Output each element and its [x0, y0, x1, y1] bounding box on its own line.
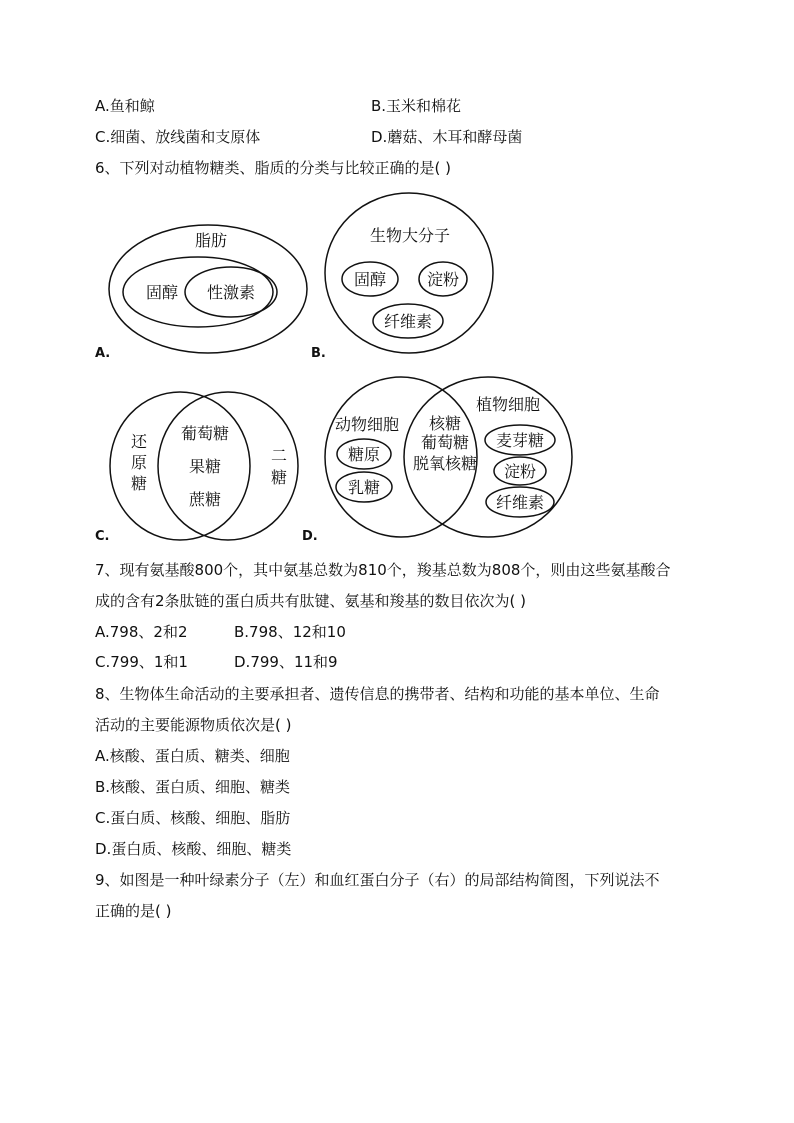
fig-b-label: B. — [311, 346, 326, 361]
fig-d-center-2: 葡萄糖 — [420, 433, 470, 452]
fig-d-label: D. — [302, 529, 318, 544]
fig-a-inner-label: 性激素 — [206, 283, 256, 302]
fig-c-right-char-2: 糖 — [270, 468, 288, 487]
q8-stem-line1: 8、生物体生命活动的主要承担者、遗传信息的携带者、结构和功能的基本单位、生命 — [95, 685, 660, 703]
q8-stem-line2: 活动的主要能源物质依次是( ) — [95, 716, 292, 734]
q7-stem-line1: 7、现有氨基酸800个，其中氨基总数为810个，羧基总数为808个，则由这些氨基酸合 — [95, 561, 671, 579]
fig-b-item1: 固醇 — [353, 270, 387, 289]
q7-option-c: C.799、1和1 — [95, 653, 188, 671]
fig-c-left-char-2: 原 — [130, 453, 148, 472]
fig-a-outer-label: 脂肪 — [194, 231, 228, 250]
fig-a-middle-label: 固醇 — [145, 283, 179, 302]
fig-c-left-char-1: 还 — [130, 432, 148, 451]
fig-b-item2: 淀粉 — [426, 270, 460, 289]
fig-c-center-2: 果糖 — [188, 457, 222, 476]
fig-d-center-3: 脱氧核糖 — [412, 454, 478, 473]
q9-stem-line2: 正确的是( ) — [95, 902, 172, 920]
fig-d-left-item2: 乳糖 — [347, 478, 381, 497]
fig-c-label: C. — [95, 529, 110, 544]
q9-stem-line1: 9、如图是一种叶绿素分子（左）和血红蛋白分子（右）的局部结构简图，下列说法不 — [95, 871, 660, 889]
q8-option-b: B.核酸、蛋白质、细胞、糖类 — [95, 778, 291, 796]
fig-a-label: A. — [95, 346, 111, 361]
fig-d-left-item1: 糖原 — [347, 445, 381, 464]
q5-option-c: C.细菌、放线菌和支原体 — [95, 128, 261, 146]
fig-d-right-item3: 纤维素 — [495, 493, 545, 512]
q7-stem-line2: 成的含有2条肽链的蛋白质共有肽键、氨基和羧基的数目依次为( ) — [95, 592, 527, 610]
q7-option-a: A.798、2和2 — [95, 623, 188, 641]
fig-d-right-item2: 淀粉 — [503, 462, 537, 481]
fig-c-right-char-1: 二 — [270, 446, 288, 465]
fig-d-right-title: 植物细胞 — [475, 395, 541, 414]
fig-c-center-3: 蔗糖 — [188, 490, 222, 509]
fig-d-center-1: 核糖 — [428, 414, 462, 433]
fig-c-left-char-3: 糖 — [130, 474, 148, 493]
q7-option-b: B.798、12和10 — [234, 623, 346, 641]
fig-d-right-item1: 麦芽糖 — [495, 431, 545, 450]
fig-b-item3: 纤维素 — [383, 312, 433, 331]
q5-option-b: B.玉米和棉花 — [371, 97, 462, 115]
q8-option-a: A.核酸、蛋白质、糖类、细胞 — [95, 747, 290, 765]
fig-c-center-1: 葡萄糖 — [180, 424, 230, 443]
q5-option-d: D.蘑菇、木耳和酵母菌 — [371, 128, 523, 146]
q6-figure-c — [108, 390, 308, 540]
fig-b-outer-label: 生物大分子 — [369, 226, 451, 245]
q8-option-c: C.蛋白质、核酸、细胞、脂肪 — [95, 809, 291, 827]
q6-stem: 6、下列对动植物糖类、脂质的分类与比较正确的是( ) — [95, 159, 452, 177]
q5-option-a: A.鱼和鲸 — [95, 97, 155, 115]
q6-figure-a — [108, 222, 308, 352]
fig-d-left-title: 动物细胞 — [334, 415, 400, 434]
q6-figure-b — [324, 193, 494, 358]
q8-option-d: D.蛋白质、核酸、细胞、糖类 — [95, 840, 292, 858]
q7-option-d: D.799、11和9 — [234, 653, 338, 671]
q6-figure-d — [324, 374, 574, 539]
